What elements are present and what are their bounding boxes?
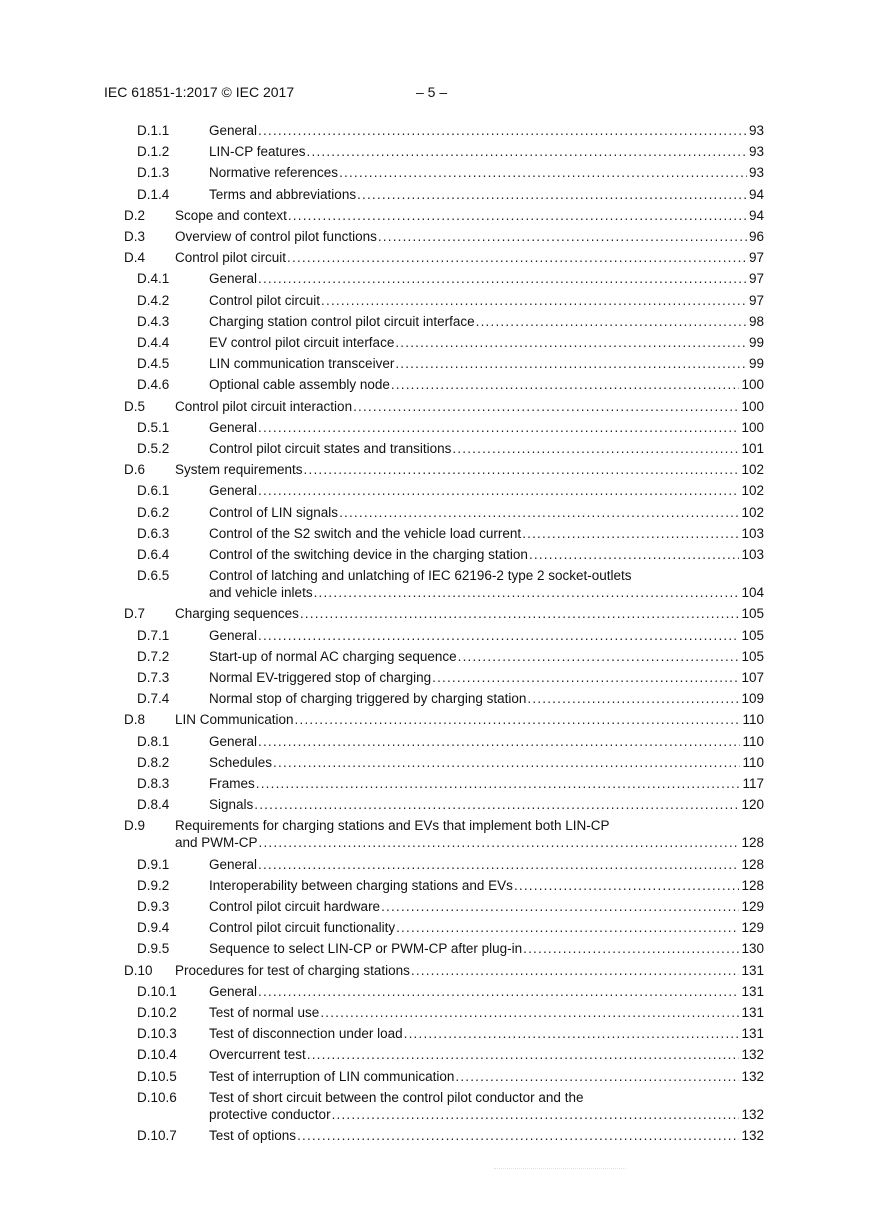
dot-leader bbox=[411, 962, 740, 979]
toc-entry-page: 110 bbox=[742, 712, 764, 728]
dot-leader bbox=[258, 482, 739, 499]
dot-leader bbox=[258, 122, 747, 139]
toc-entry[interactable] bbox=[0, 419, 869, 436]
toc-entry-title: LIN communication transceiver bbox=[209, 356, 395, 372]
toc-entry[interactable] bbox=[0, 525, 869, 542]
toc-entry-title: General bbox=[209, 483, 258, 499]
toc-entry-page: 102 bbox=[741, 483, 764, 499]
toc-entry-page: 131 bbox=[741, 1005, 764, 1020]
toc-entry[interactable] bbox=[0, 733, 869, 750]
dot-leader bbox=[458, 648, 740, 665]
toc-entry-title: General bbox=[209, 419, 258, 435]
toc-entry-title: Procedures for test of charging stations bbox=[175, 962, 410, 978]
dot-leader bbox=[378, 228, 747, 245]
toc-entry-number: D.9.4 bbox=[137, 920, 170, 936]
toc-entry-title: Start-up of normal AC charging sequence bbox=[209, 648, 457, 664]
toc-entry-number: D.5 bbox=[124, 398, 146, 414]
toc-entry-page: 102 bbox=[741, 504, 764, 520]
toc-entry-title: Normal EV-triggered stop of charging bbox=[209, 670, 432, 685]
toc-entry[interactable] bbox=[0, 567, 869, 601]
toc-entry-title: General bbox=[209, 123, 258, 138]
toc-entry[interactable] bbox=[0, 207, 869, 224]
toc-entry[interactable] bbox=[0, 1068, 869, 1085]
toc-entry[interactable] bbox=[0, 1004, 869, 1021]
dot-leader bbox=[297, 1127, 739, 1144]
toc-entry-page: 128 bbox=[741, 835, 764, 851]
toc-entry-number: D.9.5 bbox=[137, 941, 170, 957]
dot-leader bbox=[522, 525, 739, 542]
toc-entry-number: D.8.4 bbox=[137, 797, 170, 813]
toc-entry[interactable] bbox=[0, 856, 869, 873]
toc-entry-page: 131 bbox=[741, 1026, 764, 1042]
toc-entry-number: D.10.1 bbox=[137, 983, 177, 999]
toc-entry-page: 105 bbox=[741, 606, 764, 622]
toc-entry-title: Signals bbox=[209, 797, 254, 813]
toc-entry-title: Control pilot circuit bbox=[175, 250, 287, 266]
dot-leader bbox=[258, 270, 747, 287]
toc-entry[interactable] bbox=[0, 754, 869, 771]
toc-entry-title: Charging station control pilot circuit interface bbox=[209, 313, 475, 329]
dot-leader bbox=[273, 754, 740, 771]
toc-entry-page: 97 bbox=[748, 271, 764, 287]
toc-entry-page: 96 bbox=[748, 229, 764, 244]
toc-entry-number: D.4.3 bbox=[137, 313, 170, 329]
toc-entry-page: 97 bbox=[748, 250, 764, 266]
dot-leader bbox=[396, 919, 739, 936]
toc-entry[interactable] bbox=[0, 775, 869, 792]
toc-entry-page: 100 bbox=[741, 377, 764, 393]
dot-leader bbox=[357, 186, 747, 203]
toc-entry[interactable] bbox=[0, 334, 869, 351]
dot-leader bbox=[258, 627, 739, 644]
toc-entry[interactable] bbox=[0, 983, 869, 1000]
toc-entry[interactable] bbox=[0, 898, 869, 915]
toc-entry-number: D.8.1 bbox=[137, 733, 170, 749]
dot-leader bbox=[288, 207, 747, 224]
toc-entry[interactable] bbox=[0, 249, 869, 266]
dot-leader bbox=[432, 669, 739, 686]
toc-entry[interactable] bbox=[0, 398, 869, 415]
toc-entry[interactable] bbox=[0, 228, 869, 245]
toc-entry-page: 109 bbox=[741, 691, 764, 707]
toc-entry[interactable] bbox=[0, 270, 869, 287]
footer-watermark bbox=[494, 1168, 626, 1171]
dot-leader bbox=[353, 398, 739, 415]
toc-entry[interactable] bbox=[0, 940, 869, 957]
toc-entry-number: D.9.1 bbox=[137, 856, 170, 872]
toc-entry-title: Normal stop of charging triggered by charging station bbox=[209, 691, 527, 707]
toc-entry-title: Test of disconnection under load bbox=[209, 1026, 403, 1042]
toc-entry-title-line1: Test of short circuit between the control pilot conductor and the bbox=[209, 1089, 584, 1105]
toc-entry-page: 110 bbox=[742, 754, 764, 770]
toc-entry-number: D.4.1 bbox=[137, 271, 170, 287]
dot-leader bbox=[320, 1004, 739, 1021]
dot-leader bbox=[287, 249, 747, 266]
toc-entry-page: 132 bbox=[741, 1106, 764, 1122]
dot-leader bbox=[527, 690, 739, 707]
toc-entry-number: D.10.2 bbox=[137, 1005, 177, 1020]
toc-entry-title: General bbox=[209, 627, 258, 643]
dot-leader bbox=[476, 313, 747, 330]
toc-entry-title: Charging sequences bbox=[175, 606, 299, 622]
toc-entry[interactable] bbox=[0, 627, 869, 644]
toc-entry-title: Control of the switching device in the charging station bbox=[209, 547, 528, 562]
dot-leader bbox=[304, 461, 740, 478]
toc-entry-number: D.9 bbox=[124, 818, 146, 834]
dot-leader bbox=[452, 440, 739, 457]
toc-entry-title: EV control pilot circuit interface bbox=[209, 335, 395, 350]
toc-entry-title: Control of LIN signals bbox=[209, 504, 339, 520]
toc-entry-number: D.4.5 bbox=[137, 356, 170, 372]
toc-entry-page: 132 bbox=[741, 1068, 764, 1084]
toc-entry[interactable] bbox=[0, 1127, 869, 1144]
toc-entry-title-line1: Control of latching and unlatching of IEC 62196-2 type 2 socket-outlets bbox=[209, 568, 632, 584]
toc-entry-title: Control pilot circuit states and transitions bbox=[209, 441, 452, 456]
toc-entry-number: D.6.2 bbox=[137, 504, 170, 520]
dot-leader bbox=[321, 292, 747, 309]
toc-entry-number: D.7 bbox=[124, 606, 146, 622]
dot-leader bbox=[258, 983, 739, 1000]
toc-entry-title: Test of normal use bbox=[209, 1005, 320, 1020]
toc-entry-number: D.3 bbox=[124, 229, 146, 244]
toc-entry-page: 128 bbox=[741, 856, 764, 872]
toc-entry-number: D.10.4 bbox=[137, 1047, 177, 1063]
toc-entry-page: 105 bbox=[741, 648, 764, 664]
dot-leader bbox=[259, 834, 740, 851]
toc-entry-title: Schedules bbox=[209, 754, 273, 770]
toc-entry[interactable] bbox=[0, 796, 869, 813]
toc-entry-number: D.10.6 bbox=[137, 1089, 177, 1105]
dot-leader bbox=[258, 419, 739, 436]
toc-entry-title: System requirements bbox=[175, 462, 303, 478]
toc-entry-number: D.10.7 bbox=[137, 1128, 177, 1143]
toc-entry[interactable] bbox=[0, 313, 869, 330]
toc-entry-page: 103 bbox=[741, 525, 764, 541]
toc-entry-number: D.10.3 bbox=[137, 1026, 177, 1042]
dot-leader bbox=[256, 775, 741, 792]
dot-leader bbox=[258, 856, 739, 873]
toc-entry-page: 103 bbox=[741, 547, 764, 562]
toc-entry[interactable] bbox=[0, 186, 869, 203]
toc-entry[interactable] bbox=[0, 355, 869, 372]
toc-entry-title: and PWM-CP bbox=[175, 835, 258, 851]
dot-leader bbox=[300, 605, 740, 622]
toc-entry-number: D.2 bbox=[124, 207, 146, 223]
toc-entry-title: and vehicle inlets bbox=[209, 585, 313, 601]
toc-entry-page: 105 bbox=[741, 627, 764, 643]
toc-entry[interactable] bbox=[0, 711, 869, 728]
dot-leader bbox=[455, 1068, 739, 1085]
dot-leader bbox=[339, 504, 739, 521]
toc-entry-number: D.1.3 bbox=[137, 165, 170, 181]
dot-leader bbox=[339, 164, 747, 181]
toc-entry[interactable] bbox=[0, 504, 869, 521]
dot-leader bbox=[381, 898, 739, 915]
toc-entry[interactable] bbox=[0, 292, 869, 309]
toc-entry-title: Control of the S2 switch and the vehicle load current bbox=[209, 525, 522, 541]
dot-leader bbox=[314, 584, 740, 601]
page-number: – 5 – bbox=[416, 84, 448, 100]
toc-entry-number: D.9.2 bbox=[137, 877, 170, 893]
toc-entry[interactable] bbox=[0, 919, 869, 936]
dot-leader bbox=[307, 1046, 740, 1063]
toc-entry-title: Interoperability between charging stations and EVs bbox=[209, 877, 513, 893]
toc-entry-title: General bbox=[209, 271, 258, 287]
toc-entry-page: 100 bbox=[741, 419, 764, 435]
toc-entry[interactable] bbox=[0, 143, 869, 160]
toc-entry-number: D.5.2 bbox=[137, 441, 170, 456]
toc-entry-page: 130 bbox=[741, 941, 764, 957]
toc-entry-title: Sequence to select LIN-CP or PWM-CP after plug-in bbox=[209, 941, 523, 957]
toc-entry[interactable] bbox=[0, 122, 869, 139]
toc-entry-title: Optional cable assembly node bbox=[209, 377, 390, 393]
standard-reference: IEC 61851-1:2017 © IEC 2017 bbox=[104, 84, 295, 100]
toc-entry-title: Control pilot circuit hardware bbox=[209, 899, 381, 914]
toc-entry-page: 131 bbox=[741, 962, 764, 978]
toc-entry-number: D.10.5 bbox=[137, 1068, 177, 1084]
dot-leader bbox=[295, 711, 741, 728]
toc-entry[interactable] bbox=[0, 164, 869, 181]
toc-entry-page: 131 bbox=[741, 983, 764, 999]
toc-entry-page: 120 bbox=[741, 797, 764, 813]
toc-entry[interactable] bbox=[0, 962, 869, 979]
toc-entry-number: D.6.1 bbox=[137, 483, 170, 499]
toc-entry-page: 94 bbox=[748, 186, 764, 202]
toc-entry-number: D.4.2 bbox=[137, 292, 170, 308]
toc-entry[interactable] bbox=[0, 440, 869, 457]
toc-entry-title: General bbox=[209, 983, 258, 999]
toc-entry[interactable] bbox=[0, 1089, 869, 1123]
toc-entry[interactable] bbox=[0, 546, 869, 563]
toc-entry-page: 101 bbox=[741, 441, 764, 456]
dot-leader bbox=[391, 376, 740, 393]
toc-entry-page: 99 bbox=[748, 335, 764, 350]
toc-entry-number: D.8.3 bbox=[137, 776, 170, 791]
dot-leader bbox=[395, 355, 747, 372]
toc-entry[interactable] bbox=[0, 1025, 869, 1042]
toc-entry-page: 97 bbox=[748, 292, 764, 308]
toc-entry-number: D.4 bbox=[124, 250, 146, 266]
toc-entry[interactable] bbox=[0, 690, 869, 707]
toc-entry-number: D.4.4 bbox=[137, 335, 170, 350]
toc-entry-title: LIN Communication bbox=[175, 712, 294, 728]
toc-entry-title: Frames bbox=[209, 776, 255, 791]
toc-entry-title: Overcurrent test bbox=[209, 1047, 306, 1063]
dot-leader bbox=[395, 334, 747, 351]
dot-leader bbox=[514, 877, 740, 894]
toc-entry-number: D.1.2 bbox=[137, 144, 170, 160]
toc-entry[interactable] bbox=[0, 648, 869, 665]
toc-entry[interactable] bbox=[0, 461, 869, 478]
dot-leader bbox=[254, 796, 739, 813]
toc-entry-page: 94 bbox=[748, 207, 764, 223]
toc-entry-number: D.5.1 bbox=[137, 419, 170, 435]
toc-entry-title: protective conductor bbox=[209, 1106, 331, 1122]
toc-entry-title: Normative references bbox=[209, 165, 339, 181]
toc-entry-page: 100 bbox=[741, 398, 764, 414]
toc-entry-number: D.7.3 bbox=[137, 670, 170, 685]
toc-entry-title: General bbox=[209, 733, 258, 749]
toc-entry-page: 99 bbox=[748, 356, 764, 372]
toc-entry-title: Control pilot circuit functionality bbox=[209, 920, 396, 936]
dot-leader bbox=[404, 1025, 740, 1042]
toc-entry-page: 110 bbox=[742, 733, 764, 749]
toc-entry[interactable] bbox=[0, 376, 869, 393]
toc-entry-title: Terms and abbreviations bbox=[209, 186, 357, 202]
toc-entry-title: Control pilot circuit interaction bbox=[175, 398, 353, 414]
toc-entry-title: Control pilot circuit bbox=[209, 292, 321, 308]
toc-entry-number: D.4.6 bbox=[137, 377, 170, 393]
dot-leader bbox=[529, 546, 740, 563]
toc-entry-page: 102 bbox=[741, 462, 764, 478]
toc-entry-number: D.6.3 bbox=[137, 525, 170, 541]
toc-entry-title: Scope and context bbox=[175, 207, 287, 223]
toc-entry-title: Test of options bbox=[209, 1128, 297, 1143]
toc-entry-title: Test of interruption of LIN communication bbox=[209, 1068, 455, 1084]
toc-entry-page: 93 bbox=[748, 165, 764, 181]
toc-entry-number: D.1.4 bbox=[137, 186, 170, 202]
toc-entry[interactable] bbox=[0, 605, 869, 622]
toc-entry-page: 107 bbox=[741, 670, 764, 685]
toc-entry-page: 129 bbox=[741, 920, 764, 936]
toc-entry-title-line1: Requirements for charging stations and EVs that implement both LIN-CP bbox=[175, 818, 610, 834]
toc-entry-page: 93 bbox=[748, 144, 764, 160]
toc-entry-number: D.1.1 bbox=[137, 123, 170, 138]
toc-entry-number: D.6.5 bbox=[137, 568, 170, 584]
toc-entry-page: 98 bbox=[748, 313, 764, 329]
toc-entry-number: D.6 bbox=[124, 462, 146, 478]
toc-entry-page: 132 bbox=[741, 1047, 764, 1063]
toc-entry[interactable] bbox=[0, 482, 869, 499]
toc-entry-title: General bbox=[209, 856, 258, 872]
toc-entry-page: 104 bbox=[741, 585, 764, 601]
toc-entry[interactable] bbox=[0, 877, 869, 894]
toc-entry-number: D.7.4 bbox=[137, 691, 170, 707]
toc-entry[interactable] bbox=[0, 669, 869, 686]
dot-leader bbox=[258, 733, 740, 750]
dot-leader bbox=[307, 143, 747, 160]
toc-entry-page: 128 bbox=[741, 877, 764, 893]
toc-entry-page: 132 bbox=[741, 1128, 764, 1143]
dot-leader bbox=[332, 1106, 740, 1123]
toc-entry-title: Overview of control pilot functions bbox=[175, 229, 377, 244]
toc-entry[interactable] bbox=[0, 1046, 869, 1063]
toc-entry-page: 129 bbox=[741, 899, 764, 914]
dot-leader bbox=[523, 940, 739, 957]
toc-entry-number: D.10 bbox=[124, 962, 153, 978]
toc-entry-page: 93 bbox=[748, 123, 764, 138]
toc-entry-page: 117 bbox=[742, 776, 764, 791]
toc-entry-number: D.7.1 bbox=[137, 627, 170, 643]
toc-entry-number: D.8.2 bbox=[137, 754, 170, 770]
toc-entry-title: LIN-CP features bbox=[209, 144, 306, 160]
toc-entry-number: D.9.3 bbox=[137, 899, 170, 914]
toc-entry[interactable] bbox=[0, 817, 869, 851]
toc-entry-number: D.6.4 bbox=[137, 547, 170, 562]
toc-entry-number: D.7.2 bbox=[137, 648, 170, 664]
toc-entry-number: D.8 bbox=[124, 712, 146, 728]
